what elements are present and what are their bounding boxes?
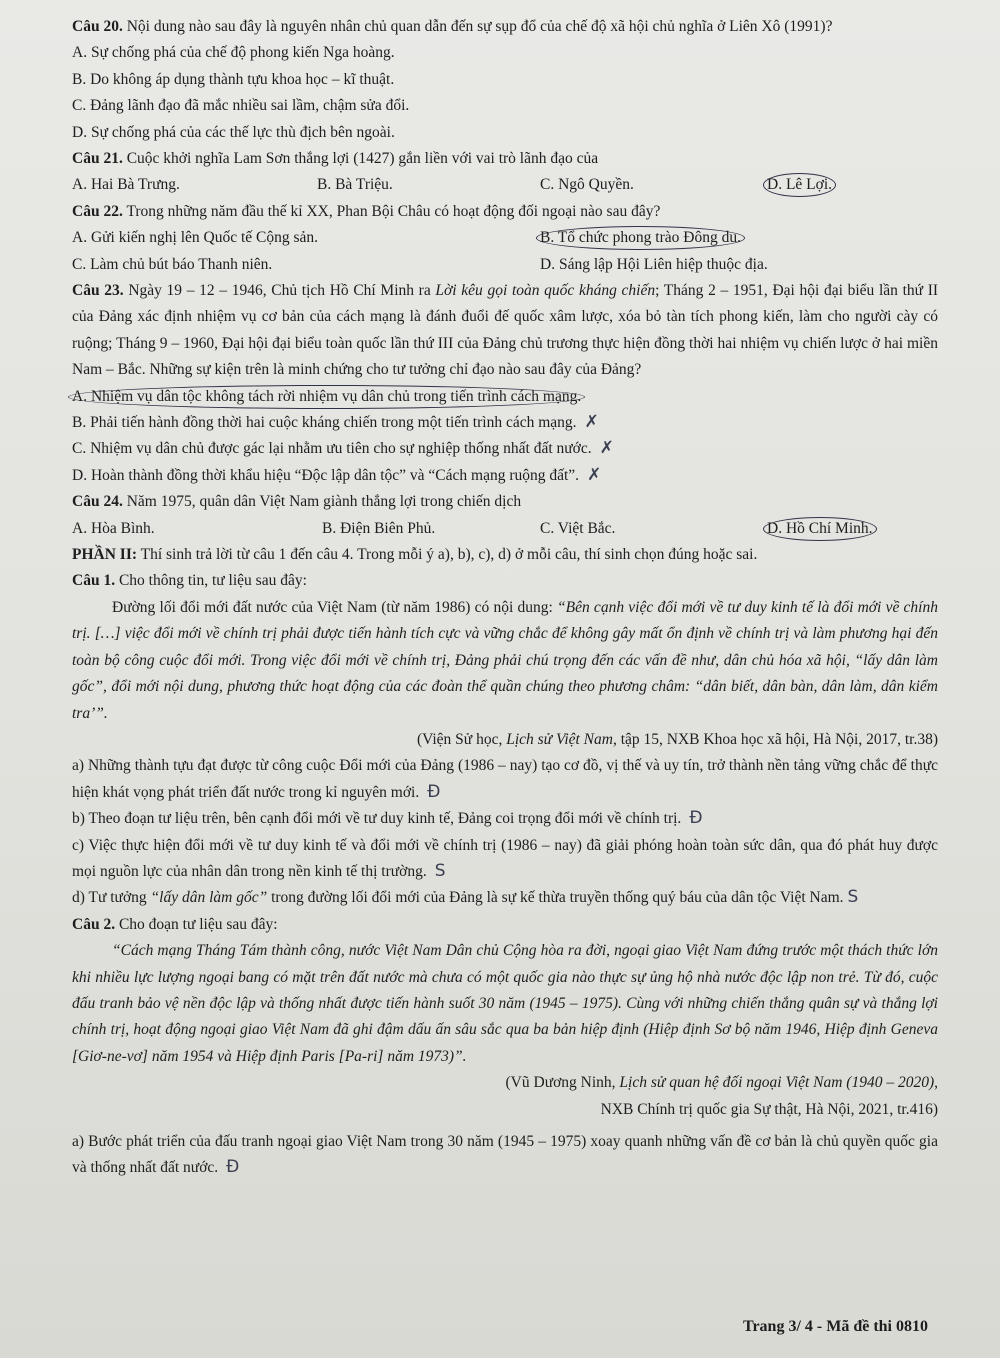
source-citation-publisher: NXB Chính trị quốc gia Sự thật, Hà Nội, 2021, tr.416) [600,1100,938,1118]
source-citation [72,727,938,753]
question-text: Nội dung nào sau đây là nguyên nhân chủ quan dẫn đến sự sụp đổ của chế độ xã hội chủ nghĩa ở Liên Xô (1991)? [126,18,833,35]
option-d-text: D. Hoàn thành đồng thời khẩu hiệu “Độc lập dân tộc” và “Cách mạng ruộng đất”. [72,466,580,484]
question-label: Câu 2. [72,915,116,933]
citation-title: Lịch sử quan hệ đối ngoại Việt Nam (1940 – 2020) [619,1074,935,1092]
option-b-text: B. Tổ chức phong trào Đông du. [540,229,741,247]
option-a: A. Hòa Bình. [72,519,155,537]
option-d [72,463,938,489]
statement-c [72,833,938,886]
question-24 [72,489,938,515]
question-22-options-row-1 [72,225,938,251]
false-mark: S [847,887,859,908]
statement-a [72,753,938,806]
option-c: C. Ngô Quyền. [540,176,634,194]
option-c [72,436,938,462]
option-a: A. Sự chống phá của chế độ phong kiến Nga hoàng. [72,44,395,62]
answer-circle [763,173,836,197]
question-text: Cho thông tin, tư liệu sau đây: [118,572,307,590]
question-20 [72,14,938,40]
source-citation [72,1070,938,1096]
cross-mark-icon: ✗ [599,438,614,459]
question-text: Cuộc khởi nghĩa Lam Sơn thắng lợi (1427) gắn liền với vai trò lãnh đạo của [126,150,599,168]
option-b-text: B. Phải tiến hành đồng thời hai cuộc kháng chiến trong một tiến trình cách mạng. [72,414,577,432]
question-text: Trong những năm đầu thế kỉ XX, Phan Bội Châu có hoạt động đối ngoại nào sau đây? [126,202,661,220]
statement-d-text-2: trong đường lối đổi mới của Đảng là sự kế thừa truyền thống quý báu của dân tộc Việt Nam. [271,889,844,907]
exam-content [72,14,938,1182]
part-label: PHẦN II: [72,546,138,564]
question-label: Câu 20. [72,18,123,35]
option-d-text: D. Lê Lợi. [767,176,833,194]
passage-quote: “Bên cạnh việc đổi mới về tư duy kinh tế là đổi mới về chính trị. […] việc đổi mới về chính trị phải được tiến hành tích cực và vững chắc để không gây mất ổn định về chính trị và làm phương hại đến toàn bộ công cuộc đổi mới. Trong việc đổi mới về chính trị, Đảng phải chú trọng đến các vấn đề như, dân chủ hóa xã hội, “lấy dân làm gốc”, đổi mới nội dung, phương thức hoạt động của các đoàn thể quần chúng theo phương châm: “dân biết, dân bàn, dân làm, dân kiểm tra’”. [72,598,938,722]
question-label: Câu 21. [72,150,123,168]
question-text-italic: Lời kêu gọi toàn quốc kháng chiến [435,282,656,300]
page-footer: Trang 3/ 4 - Mã đề thi 0810 [742,1318,928,1335]
false-mark: S [434,860,446,881]
cross-mark-icon: ✗ [587,464,602,485]
option-c-text: C. Đảng lãnh đạo đã mắc nhiều sai lầm, chậm sửa đổi. [72,97,410,115]
option-a: A. Gửi kiến nghị lên Quốc tế Cộng sản. [72,229,319,247]
passage-plain: Đường lối đổi mới đất nước của Việt Nam (từ năm 1986) có nội dung: [112,598,557,616]
option-c: C. Việt Bắc. [540,519,616,537]
option-d [767,172,832,198]
option-c: C. Làm chủ bút báo Thanh niên. [72,255,273,273]
option-b [72,410,938,436]
option-c-text: C. Nhiệm vụ dân chủ được gác lại nhằm ưu tiên cho sự nghiệp thống nhất đất nước. [72,440,592,458]
option-d-text: D. Hồ Chí Minh. [767,519,873,537]
source-passage [72,595,938,727]
cross-mark-icon: ✗ [584,412,599,433]
question-22-options-row-2 [72,252,938,278]
question-label: Câu 23. [72,282,124,300]
question-text: Cho đoạn tư liệu sau đây: [118,915,278,933]
citation-author: (Viện Sử học, [416,730,503,748]
option-d: D. Sự chống phá của các thế lực thù địch bên ngoài. [72,123,395,141]
option-b: B. Bà Triệu. [317,176,393,194]
citation-author: (Vũ Dương Ninh, [505,1074,616,1092]
question-22 [72,199,938,225]
option-b: B. Do không áp dụng thành tựu khoa học – kĩ thuật. [72,70,395,88]
citation-comma: , [934,1074,938,1092]
question-21-options [72,172,938,198]
question-23 [72,278,938,384]
part-2-heading [72,542,938,568]
statement-b [72,806,938,832]
question-text: Năm 1975, quân dân Việt Nam giành thắng lợi trong chiến dịch [126,493,522,511]
option-d: D. Sáng lập Hội Liên hiệp thuộc địa. [540,255,768,273]
statement-d [72,885,938,911]
question-label: Câu 22. [72,202,123,220]
statement-a-text: a) Những thành tựu đạt được từ công cuộc Đổi mới của Đảng (1986 – nay) tạo cơ đồ, vị thế và uy tín, trở thành nền tảng vững chắc để thực hiện khát vọng phát triển đất nước trong kỉ nguyên mới. [72,757,938,801]
question-21 [72,146,938,172]
true-mark: Đ [427,781,441,802]
option-a-text: A. Nhiệm vụ dân tộc không tách rời nhiệm vụ dân chủ trong tiến trình cách mạng. [72,387,582,405]
option-c [72,93,938,119]
question-text-1: Ngày 19 – 12 – 1946, Chủ tịch Hồ Chí Minh ra [128,282,431,300]
statement-d-italic: “lấy dân làm gốc” [150,889,268,907]
option-d [767,516,873,542]
true-mark: Đ [226,1157,240,1178]
option-a: A. Hai Bà Trưng. [72,176,180,194]
statement-b-text: b) Theo đoạn tư liệu trên, bên cạnh đổi mới về tư duy kinh tế, Đảng coi trọng đổi mới về chính trị. [72,810,682,828]
citation-details: , tập 15, NXB Khoa học xã hội, Hà Nội, 2017, tr.38) [612,730,938,748]
answer-circle [68,385,585,409]
part-2-question-1 [72,568,938,594]
question-label: Câu 1. [72,572,116,590]
statement-a [72,1129,938,1182]
question-text-2: ; Tháng 2 – 1951, Đại hội đại biểu lần thứ II của Đảng xác định nhiệm vụ cơ bản của cách mạng là đánh đuổi đế quốc xâm lược, xóa bỏ tàn tích phong kiến, làm cho người cày có ruộng; Tháng 9 – 1960, Đại hội đại biểu toàn quốc lần thứ III của Đảng chủ trương thực hiện đồng thời hai nhiệm vụ chiến lược ở hai miền Nam – Bắc. Những sự kiện trên là minh chứng cho tư tưởng chỉ đạo nào sau đây của Đảng? [72,282,939,379]
answer-circle [763,517,877,541]
option-b: B. Điện Biên Phủ. [322,519,436,537]
true-mark: Đ [689,808,703,829]
option-b [540,225,741,251]
statement-a-text: a) Bước phát triển của đấu tranh ngoại giao Việt Nam trong 30 năm (1945 – 1975) xoay quanh những vấn đề cơ bản là chủ quyền quốc gia và thống nhất đất nước. [72,1133,938,1177]
question-24-options [72,516,938,542]
statement-c-text: c) Việc thực hiện đổi mới về tư duy kinh tế và đổi mới về chính trị (1986 – nay) đã giải phóng hoàn toàn sức dân, qua đó phát huy được mọi nguồn lực của nhân dân trong nền kinh tế thị trường. [72,836,938,880]
option-a [72,384,938,410]
citation-title: Lịch sử Việt Nam [506,730,613,748]
part-2-question-2 [72,912,938,938]
answer-circle [536,226,745,250]
part-instructions: Thí sinh trả lời từ câu 1 đến câu 4. Trong mỗi ý a), b), c), d) ở mỗi câu, thí sinh chọn đúng hoặc sai. [140,546,758,564]
source-passage: “Cách mạng Tháng Tám thành công, nước Việt Nam Dân chủ Cộng hòa ra đời, ngoại giao Việt Nam đứng trước một thách thức lớn khi nhiều lực lượng ngoại bang có mặt trên đất nước mà chưa có một quốc gia nào thực sự ủng hộ nhà nước độc lập non trẻ. Từ đó, cuộc đấu tranh bảo vệ nền độc lập và thống nhất được tiến hành suốt 30 năm (1945 – 1975). Cùng với những chiến thắng quân sự và thắng lợi chính trị, hoạt động ngoại giao Việt Nam đã ghi đậm dấu ấn sâu sắc qua ba bản hiệp định (Hiệp định Sơ bộ năm 1946, Hiệp định Geneva [Giơ-ne-vơ] năm 1954 và Hiệp định Paris [Pa-ri] năm 1973)”. [72,942,938,1065]
question-label: Câu 24. [72,493,123,511]
statement-d-text-1: d) Tư tưởng [72,889,147,907]
